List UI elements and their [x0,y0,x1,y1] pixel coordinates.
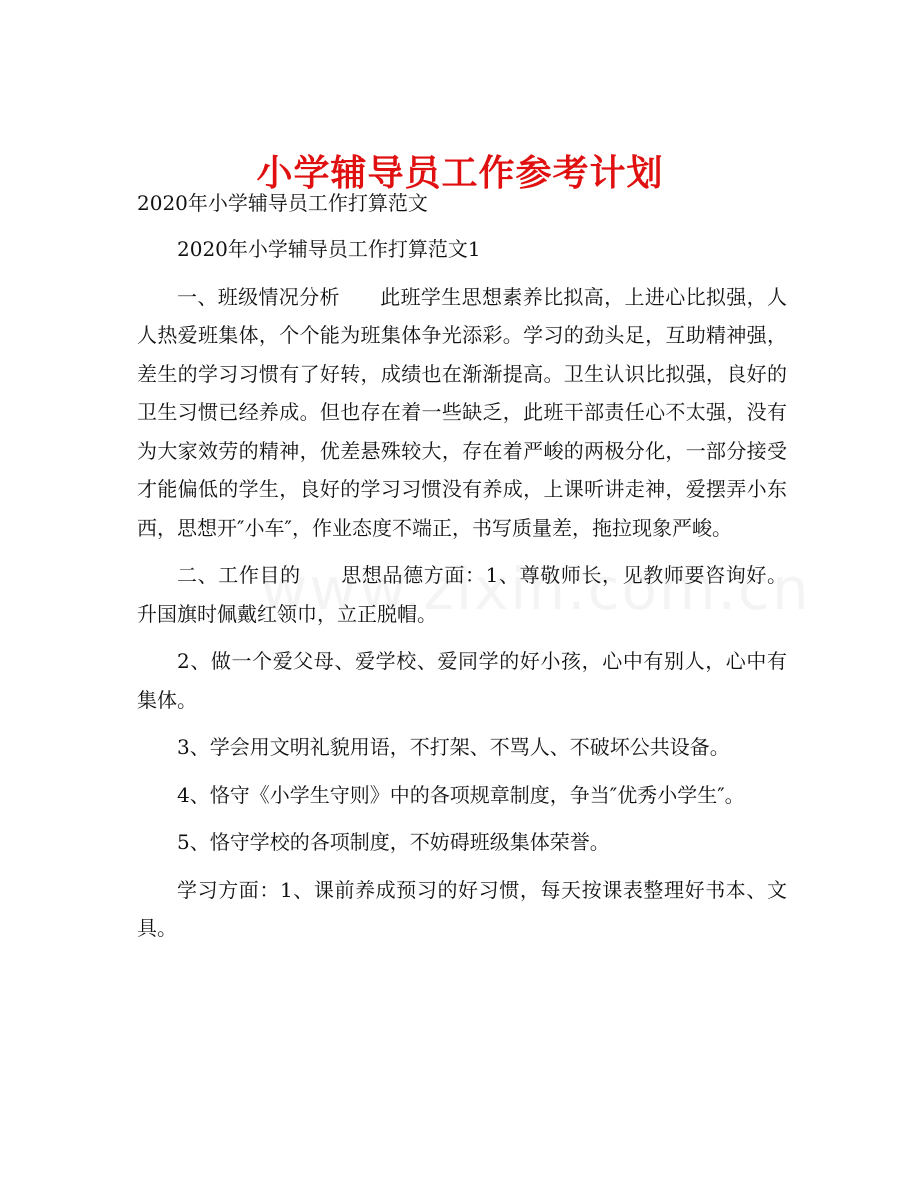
paragraph-3-text: 思想品德方面：1、尊敬师长，见教师要咨询好。升国旗时佩戴红领巾，立正脱帽。 [137,563,787,626]
paragraph-5-text: 3、学会用文明礼貌用语，不打架、不骂人、不破坏公共设备。 [177,735,730,759]
paragraph-8-text: 学习方面：1、课前养成预习的好习惯，每天按课表整理好书本、文具。 [137,877,787,940]
paragraph-3 [137,556,787,633]
paragraph-1-text: 2020年小学辅导员工作打算范文1 [177,237,481,261]
paragraph-4 [137,642,787,719]
paragraph-6 [137,776,787,815]
document-title: 小学辅导员工作参考计划 [256,153,664,195]
paragraph-5 [137,728,787,767]
paragraph-6-text: 4、恪守《小学生守则》中的各项规章制度，争当″优秀小学生″。 [177,782,745,807]
document-body [137,230,787,957]
paragraph-2 [137,278,787,548]
paragraph-7-text: 5、恪守学校的各项制度，不妨碍班级集体荣誉。 [177,830,610,854]
paragraph-2-text: 此班学生思想素养比拟高，上进心比拟强，人人热爱班集体，个个能为班集体争光添彩。学习的劲头足，互助精神强，差生的学习习惯有了好转，成绩也在渐渐提高。卫生认识比拟强，良好的卫生习惯已经养成。但也存在着一些缺乏，此班干部责任心不太强，没有为大家效劳的精神，优差悬殊较大，存在着严峻的两极分化，一部分接受才能偏低的学生，良好的学习习惯没有养成，上课听讲走神，爱摆弄小东西，思想开″小车″，作业态度不端正，书写质量差，拖拉现象严峻。 [137,284,788,540]
paragraph-1 [137,230,787,269]
section-heading-1: 一、班级情况分析 [177,284,340,309]
paragraph-8 [137,871,787,948]
document-subtitle: 2020年小学辅导员工作打算范文 [137,191,428,215]
section-heading-2: 二、工作目的 [177,563,301,587]
paragraph-4-text: 2、做一个爱父母、爱学校、爱同学的好小孩，心中有别人，心中有集体。 [137,649,787,712]
paragraph-7 [137,823,787,862]
